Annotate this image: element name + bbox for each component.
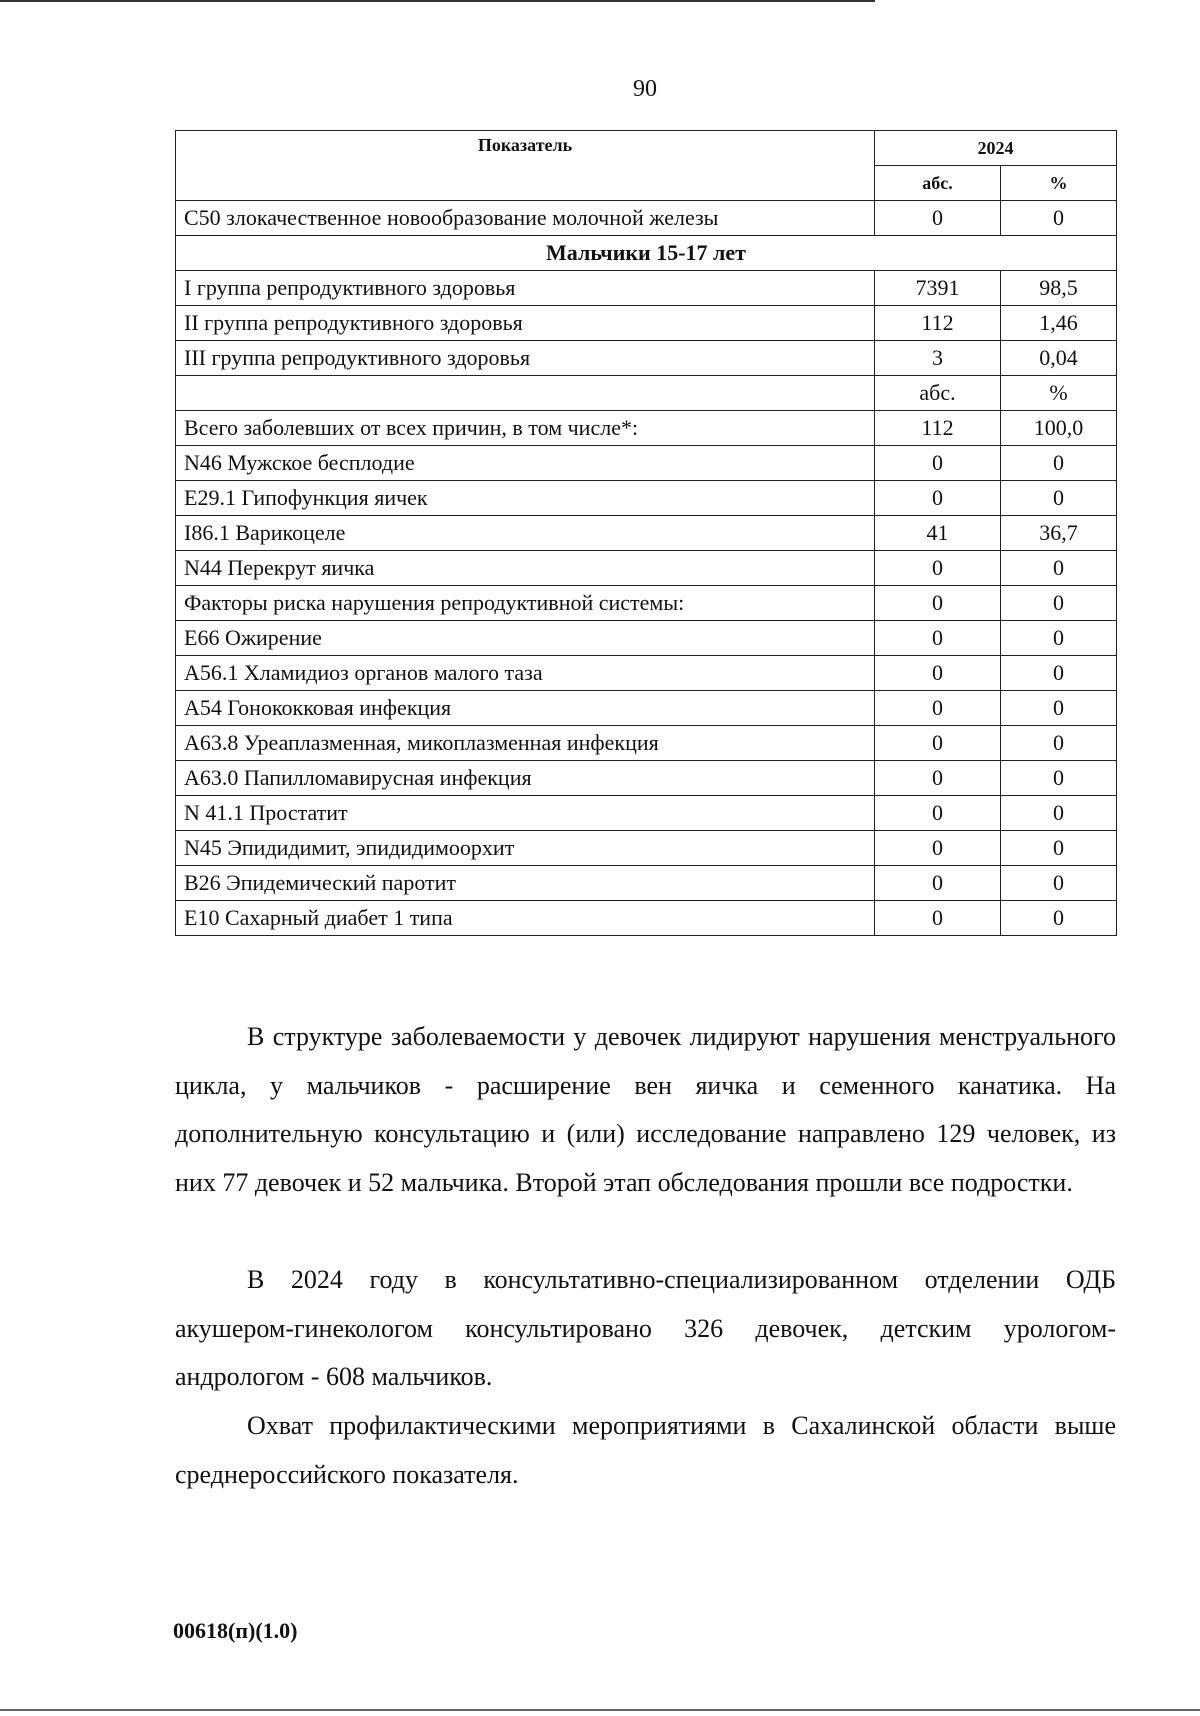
row-label: III группа репродуктивного здоровья <box>176 341 875 376</box>
row-percent-value: 0 <box>1001 201 1117 236</box>
table-row <box>176 866 1117 901</box>
row-percent-value: 0 <box>1001 901 1117 936</box>
row-abs-value: абс. <box>875 376 1001 411</box>
row-abs-value: 0 <box>875 446 1001 481</box>
row-label: А56.1 Хламидиоз органов малого таза <box>176 656 875 691</box>
header-percent: % <box>1001 166 1117 201</box>
row-abs-value: 0 <box>875 551 1001 586</box>
row-abs-value: 0 <box>875 831 1001 866</box>
table-row <box>176 446 1117 481</box>
row-label: В26 Эпидемический паротит <box>176 866 875 901</box>
table-row <box>176 726 1117 761</box>
row-label: N45 Эпидидимит, эпидидимоорхит <box>176 831 875 866</box>
row-abs-value: 0 <box>875 866 1001 901</box>
row-abs-value: 0 <box>875 201 1001 236</box>
row-percent-value: 0,04 <box>1001 341 1117 376</box>
row-percent-value: 0 <box>1001 551 1117 586</box>
table-row <box>176 901 1117 936</box>
row-label: N44 Перекрут яичка <box>176 551 875 586</box>
paragraph-coverage: Охват профилактическими мероприятиями в Сахалинской области выше среднероссийского показателя. <box>175 1411 1116 1489</box>
scan-bottom-edge <box>0 1709 1200 1711</box>
table-row <box>176 376 1117 411</box>
row-label: Е10 Сахарный диабет 1 типа <box>176 901 875 936</box>
row-percent-value: 98,5 <box>1001 271 1117 306</box>
table-row <box>176 586 1117 621</box>
header-year: 2024 <box>875 131 1117 166</box>
row-abs-value: 112 <box>875 306 1001 341</box>
table-row <box>176 621 1117 656</box>
row-percent-value: 0 <box>1001 691 1117 726</box>
row-abs-value: 0 <box>875 586 1001 621</box>
row-label <box>176 376 875 411</box>
row-abs-value: 0 <box>875 726 1001 761</box>
section-row <box>176 236 1117 271</box>
paragraph-structure: В структуре заболеваемости у девочек лидируют нарушения менструального цикла, у мальчиков - расширение вен яичка и семенного канатика. На дополнительную консультацию и (или) исследование направлено 129 человек, из них 77 девочек и 52 мальчика. Второй этап обследования прошли все подростки. <box>175 1022 1116 1197</box>
row-label: I86.1 Варикоцеле <box>176 516 875 551</box>
scan-top-edge <box>0 0 875 2</box>
table-header-row <box>176 131 1117 166</box>
table-row <box>176 271 1117 306</box>
row-percent-value: 100,0 <box>1001 411 1117 446</box>
row-abs-value: 0 <box>875 761 1001 796</box>
row-label: Всего заболевших от всех причин, в том числе*: <box>176 411 875 446</box>
row-label: Е29.1 Гипофункция яичек <box>176 481 875 516</box>
row-abs-value: 7391 <box>875 271 1001 306</box>
paragraph-consultations: В 2024 году в консультативно-специализированном отделении ОДБ акушером-гинекологом консультировано 326 девочек, детским урологом-андрологом - 608 мальчиков. <box>175 1265 1116 1391</box>
row-abs-value: 3 <box>875 341 1001 376</box>
row-label: N46 Мужское бесплодие <box>176 446 875 481</box>
row-label: А63.8 Уреаплазменная, микоплазменная инфекция <box>176 726 875 761</box>
row-percent-value: 0 <box>1001 866 1117 901</box>
row-label: I группа репродуктивного здоровья <box>176 271 875 306</box>
row-label: А63.0 Папилломавирусная инфекция <box>176 761 875 796</box>
row-percent-value: 0 <box>1001 446 1117 481</box>
table-row <box>176 831 1117 866</box>
row-percent-value: 0 <box>1001 586 1117 621</box>
row-abs-value: 0 <box>875 481 1001 516</box>
table-row <box>176 411 1117 446</box>
table-row <box>176 761 1117 796</box>
row-label: Е66 Ожирение <box>176 621 875 656</box>
row-abs-value: 0 <box>875 901 1001 936</box>
table-row <box>176 341 1117 376</box>
row-percent-value: 0 <box>1001 796 1117 831</box>
header-indicator: Показатель <box>176 131 875 201</box>
row-label: II группа репродуктивного здоровья <box>176 306 875 341</box>
table-row <box>176 796 1117 831</box>
row-percent-value: 0 <box>1001 726 1117 761</box>
row-percent-value: 0 <box>1001 831 1117 866</box>
table-row <box>176 481 1117 516</box>
section-title: Мальчики 15-17 лет <box>176 236 1117 271</box>
row-percent-value: 0 <box>1001 621 1117 656</box>
table-body <box>176 201 1117 936</box>
row-percent-value: 0 <box>1001 656 1117 691</box>
row-abs-value: 112 <box>875 411 1001 446</box>
table-row <box>176 551 1117 586</box>
row-label: N 41.1 Простатит <box>176 796 875 831</box>
row-percent-value: 1,46 <box>1001 306 1117 341</box>
document-code: 00618(п)(1.0) <box>173 1618 298 1643</box>
reproductive-health-table <box>175 130 1117 936</box>
row-percent-value: 36,7 <box>1001 516 1117 551</box>
row-percent-value: % <box>1001 376 1117 411</box>
row-abs-value: 0 <box>875 621 1001 656</box>
table-row <box>176 656 1117 691</box>
header-abs: абс. <box>875 166 1001 201</box>
row-abs-value: 0 <box>875 796 1001 831</box>
row-label: А54 Гонококковая инфекция <box>176 691 875 726</box>
row-percent-value: 0 <box>1001 481 1117 516</box>
table-row <box>176 516 1117 551</box>
row-label: С50 злокачественное новообразование молочной железы <box>176 201 875 236</box>
row-abs-value: 41 <box>875 516 1001 551</box>
row-percent-value: 0 <box>1001 761 1117 796</box>
row-label: Факторы риска нарушения репродуктивной системы: <box>176 586 875 621</box>
table-row <box>176 691 1117 726</box>
row-abs-value: 0 <box>875 656 1001 691</box>
table-row <box>176 201 1117 236</box>
page-number: 90 <box>633 76 657 102</box>
table-row <box>176 306 1117 341</box>
row-abs-value: 0 <box>875 691 1001 726</box>
